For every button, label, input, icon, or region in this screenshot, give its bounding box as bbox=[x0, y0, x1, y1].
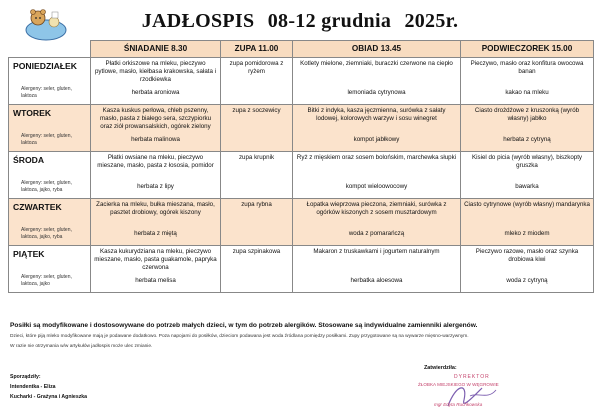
breakfast-drink: herbata z lipy bbox=[137, 183, 174, 190]
notes-section bbox=[10, 322, 590, 353]
lunch-text: Makaron z truskawkami i jogurtem naturalnym bbox=[313, 248, 440, 255]
column-header-soup: ZUPA 11.00 bbox=[221, 41, 293, 58]
title-dates: 08-12 grudnia bbox=[267, 10, 392, 32]
day-cell bbox=[9, 246, 91, 293]
soup-cell bbox=[221, 58, 293, 105]
breakfast-cell bbox=[91, 152, 221, 199]
breakfast-drink: herbata aroniowa bbox=[131, 89, 180, 96]
snack-text: Kisiel do picia (wyrób własny), biszkopty gruszka bbox=[471, 154, 583, 169]
column-header-snack: PODWIECZOREK 15.00 bbox=[461, 41, 594, 58]
stamp-role: DYREKTOR bbox=[454, 374, 490, 380]
snack-cell bbox=[461, 246, 594, 293]
snack-cell bbox=[461, 152, 594, 199]
breakfast-drink: herbata melisa bbox=[135, 277, 176, 284]
snack-cell bbox=[461, 199, 594, 246]
snack-drink: herbata z cytryną bbox=[503, 136, 551, 143]
title-year: 2025r. bbox=[404, 10, 459, 32]
breakfast-drink: herbata malinowa bbox=[131, 136, 180, 143]
lunch-cell bbox=[293, 105, 461, 152]
soup-cell bbox=[221, 152, 293, 199]
day-row-friday bbox=[9, 246, 594, 293]
day-row-monday bbox=[9, 58, 594, 105]
day-name: CZWARTEK bbox=[13, 202, 62, 212]
lunch-drink: kompot jabłkowy bbox=[353, 136, 400, 143]
soup-text: zupa rybna bbox=[241, 201, 272, 208]
allergens-note: Alergeny: seler, gluten, laktoza, jajko bbox=[21, 274, 72, 287]
day-cell bbox=[9, 152, 91, 199]
snack-text: Ciasto cytrynowe (wyrób własny) mandarynka bbox=[464, 201, 590, 208]
snack-text: Pieczywo, masło oraz konfitura owocowa banan bbox=[470, 60, 584, 75]
approved-label: Zatwierdziła: bbox=[424, 365, 457, 371]
day-row-tuesday bbox=[9, 105, 594, 152]
day-row-wednesday bbox=[9, 152, 594, 199]
menu-table bbox=[8, 40, 594, 293]
page-title bbox=[0, 10, 600, 33]
breakfast-text: Zacierka na mleku, bułka mieszana, masło, pasztet drobiowy, ogórek kiszony bbox=[96, 201, 215, 216]
snack-drink: mleko z miodem bbox=[504, 230, 550, 237]
day-cell bbox=[9, 199, 91, 246]
lunch-drink: lemoniada cytrynowa bbox=[347, 89, 406, 96]
allergens-note: Alergeny: seler, gluten, laktoza bbox=[21, 86, 72, 99]
allergens-note: Alergeny: seler, gluten, laktoza bbox=[21, 133, 72, 146]
allergens-note: Alergeny: seler, gluten, laktoza, jajko, ryba bbox=[21, 227, 72, 240]
notes-main: Posiłki są modyfikowane i dostosowywane do potrzeb małych dzieci, w tym do potrzeb alergików. Stosowane są indywidualne zamienniki alergenów. bbox=[10, 322, 478, 329]
lunch-text: Bitki z indyka, kasza jęczmienna, surówka z sałaty lodowej, kolorowych warzyw i sosu winegret bbox=[307, 107, 446, 122]
snack-drink: kakao na mleku bbox=[505, 89, 549, 96]
breakfast-text: Płatki orkiszowe na mleku, pieczywo pytlowe, masło, kiełbasa krakowska, sałata i rzodkiewka bbox=[94, 60, 217, 83]
staff-intendant: Intendentka - Eliza bbox=[10, 384, 56, 390]
soup-text: zupa z soczewicy bbox=[232, 107, 281, 114]
lunch-drink: woda z pomarańczą bbox=[348, 230, 405, 237]
column-header-breakfast: ŚNIADANIE 8.30 bbox=[91, 41, 221, 58]
day-name: PONIEDZIAŁEK bbox=[13, 61, 77, 71]
breakfast-cell bbox=[91, 105, 221, 152]
column-header-lunch: OBIAD 13.45 bbox=[293, 41, 461, 58]
staff-cooks: Kucharki - Grażyna i Agnieszka bbox=[10, 394, 88, 400]
lunch-drink: herbatka aloesowa bbox=[350, 277, 403, 284]
snack-drink: bawarka bbox=[515, 183, 539, 190]
soup-text: zupa krupnik bbox=[238, 154, 275, 161]
breakfast-text: Kasza kuskus perłowa, chleb pszenny, masło, pasta z białego sera, szczypiorku oraz ziół prowansalskich, ogórek zielony bbox=[99, 107, 212, 130]
lunch-text: Ryż z mięskiem oraz sosem bolońskim, marchewka słupki bbox=[296, 154, 457, 161]
snack-cell bbox=[461, 58, 594, 105]
title-word: JADŁOSPIS bbox=[141, 10, 255, 32]
soup-cell bbox=[221, 246, 293, 293]
lunch-drink: kompot wieloowocowy bbox=[345, 183, 408, 190]
day-cell bbox=[9, 105, 91, 152]
header-corner bbox=[9, 41, 91, 58]
snack-drink: woda z cytryną bbox=[506, 277, 548, 284]
lunch-cell bbox=[293, 246, 461, 293]
prepared-label: Sporządziły: bbox=[10, 374, 41, 380]
day-row-thursday bbox=[9, 199, 594, 246]
soup-text: zupa pomidorowa z ryżem bbox=[229, 60, 284, 75]
lunch-cell bbox=[293, 58, 461, 105]
lunch-cell bbox=[293, 152, 461, 199]
snack-text: Ciasto drożdżowe z kruszonką (wyrób własny) jabłko bbox=[474, 107, 580, 122]
snack-text: Pieczywo razowe, masło oraz szynka drobiowa kiwi bbox=[475, 248, 579, 263]
menu-header-row bbox=[9, 41, 594, 58]
lunch-text: Kotlety mielone, ziemniaki, buraczki czerwone na ciepło bbox=[300, 60, 453, 67]
day-name: PIĄTEK bbox=[13, 249, 45, 259]
soup-cell bbox=[221, 105, 293, 152]
lunch-cell bbox=[293, 199, 461, 246]
day-name: ŚRODA bbox=[13, 155, 45, 165]
soup-text: zupa szpinakowa bbox=[232, 248, 281, 255]
breakfast-text: Płatki owsiane na mleku, pieczywo mieszane, masło, pasta z łososia, pomidor bbox=[97, 154, 214, 169]
breakfast-cell bbox=[91, 199, 221, 246]
stamp-name: mgr Edyta Ruchkowska bbox=[434, 402, 483, 407]
day-cell bbox=[9, 58, 91, 105]
breakfast-cell bbox=[91, 246, 221, 293]
snack-cell bbox=[461, 105, 594, 152]
prepared-by bbox=[10, 372, 87, 402]
stamp-org: ŻŁOBKA MIEJSKIEGO W WĘGROWIE bbox=[418, 382, 499, 387]
breakfast-cell bbox=[91, 58, 221, 105]
day-name: WTOREK bbox=[13, 108, 52, 118]
breakfast-drink: herbata z miętą bbox=[134, 230, 177, 237]
notes-milk: Dzieci, które piją mleko modyfikowane mają je podawane dodatkowo. Poza napojami do posiłków, dzieciom podawana jest woda źródlana pomiędzy posiłkami. Zupy przygotowane są na wywarze mięsno-warzywnym. bbox=[10, 334, 469, 339]
allergens-note: Alergeny: seler, gluten, laktoza, jajko, ryba bbox=[21, 180, 72, 193]
notes-change: W razie nie otrzymania w/w artykułów jadłospis może ulec zmianie. bbox=[10, 343, 153, 349]
lunch-text: Łopatka wieprzowa pieczona, ziemniaki, surówka z ogórków kiszonych z sosem musztardowym bbox=[306, 201, 447, 216]
breakfast-text: Kasza kukurydziana na mleku, pieczywo mieszane, masło, pasta guakamole, papryka czerwona bbox=[94, 248, 217, 271]
soup-cell bbox=[221, 199, 293, 246]
